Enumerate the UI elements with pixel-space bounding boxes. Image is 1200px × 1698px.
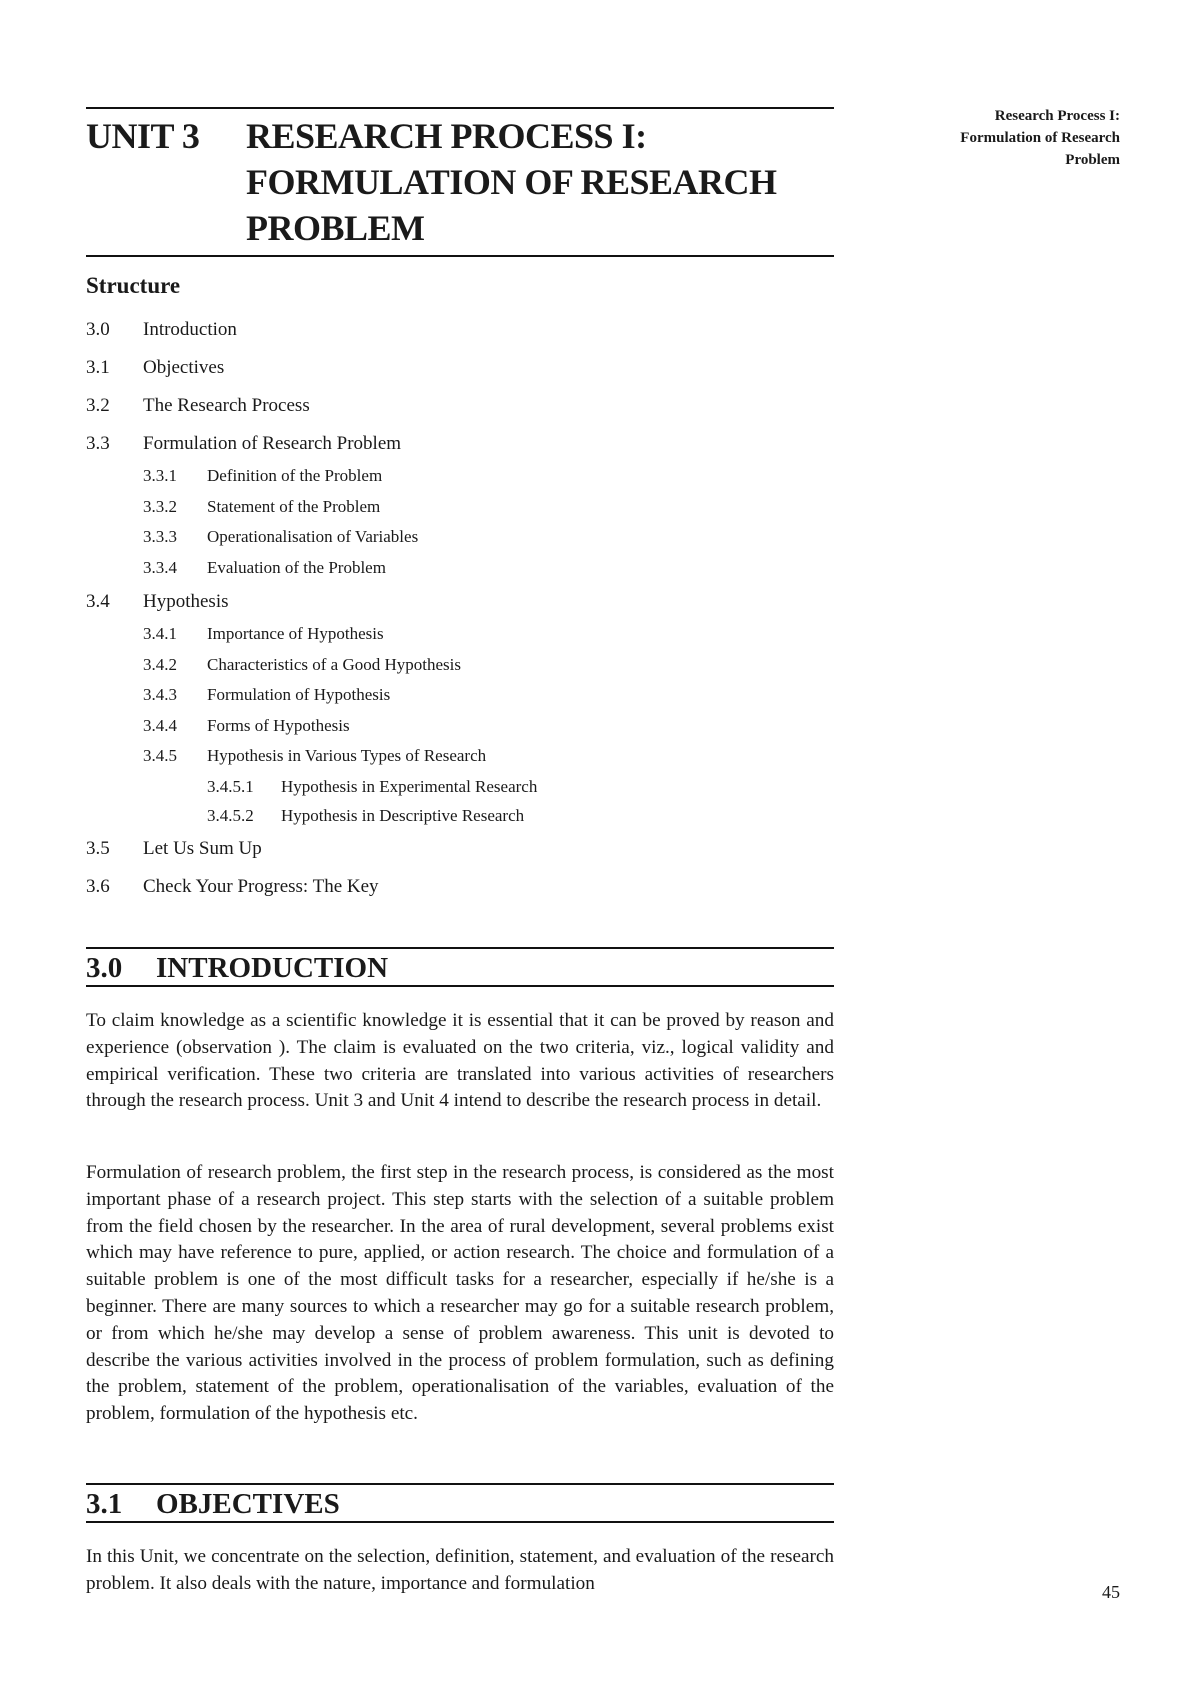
toc-item (86, 355, 834, 393)
section-heading-objectives (86, 1483, 834, 1523)
toc-item-number: 3.4.3 (143, 685, 177, 704)
toc-item-label: Formulation of Hypothesis (207, 685, 391, 704)
unit-title-line-1: RESEARCH PROCESS I: (246, 116, 647, 156)
section-number: 3.1 (86, 1488, 123, 1520)
unit-title-line-3: PROBLEM (246, 208, 425, 248)
running-header-line-1: Research Process I: (994, 108, 1120, 124)
toc-item (86, 317, 834, 355)
toc-subsubitem (86, 803, 834, 832)
toc-item-number: 3.0 (86, 319, 110, 340)
toc-subitem (86, 463, 834, 494)
toc-item-number: 3.4.4 (143, 715, 177, 735)
toc-subitem (86, 682, 834, 713)
section-number: 3.0 (86, 952, 123, 984)
toc-item-number: 3.4.2 (143, 654, 177, 674)
running-header-line-2: Formulation of Research (960, 130, 1120, 146)
toc-item-number: 3.4.5 (143, 746, 177, 765)
toc-subitem (86, 713, 834, 744)
section-title: INTRODUCTION (156, 952, 389, 984)
section-title: OBJECTIVES (156, 1488, 340, 1520)
toc-item-number: 3.3.3 (143, 527, 177, 546)
toc-item (86, 874, 834, 912)
toc-item-number: 3.1 (86, 357, 110, 378)
page-number: 45 (1102, 1582, 1120, 1602)
toc-item-label: Operationalisation of Variables (207, 527, 419, 546)
toc-subitem (86, 524, 834, 555)
toc-item-label: Definition of the Problem (207, 466, 383, 485)
toc-item-number: 3.2 (86, 395, 110, 416)
toc-item-label: Statement of the Problem (207, 496, 381, 516)
toc-item-label: Formulation of Research Problem (143, 433, 402, 454)
toc-item-label: The Research Process (143, 395, 310, 416)
toc-item-label: Hypothesis (143, 591, 229, 612)
toc-item-number: 3.3.4 (143, 557, 177, 577)
objectives-paragraph-1: In this Unit, we concentrate on the selection, definition, statement, and evaluation of the research problem. It also deals with the nature, importance and formulation (86, 1546, 834, 1594)
table-of-contents (86, 317, 834, 912)
unit-title-block (86, 107, 834, 257)
toc-subitem (86, 555, 834, 586)
toc-item-label: Hypothesis in Various Types of Research (207, 746, 487, 765)
toc-item-label: Objectives (143, 357, 225, 378)
toc-item (86, 393, 834, 431)
toc-item-label: Check Your Progress: The Key (143, 875, 379, 897)
structure-heading: Structure (86, 273, 181, 298)
toc-item-label: Importance of Hypothesis (207, 624, 384, 643)
toc-item-number: 3.4.1 (143, 624, 177, 643)
toc-item-label: Hypothesis in Experimental Research (281, 776, 538, 796)
unit-label: UNIT 3 (86, 116, 200, 156)
toc-item-number: 3.3.2 (143, 496, 177, 516)
introduction-paragraph-2: Formulation of research problem, the first step in the research process, is considered as the most important phase of a research project. This step starts with the selection of a suitable problem from the field chosen by the researcher. In the area of rural development, several problems exist which may have reference to pure, applied, or action research. The choice and formulation of a suitable problem is one of the most difficult tasks for a researcher, especially if he/she is a beginner. There are many sources to which a researcher may go for a suitable research problem, or from which he/she may develop a sense of problem awareness. This unit is devoted to describe the various activities involved in the process of problem formulation, such as defining the problem, statement of the problem, operationalisation of the variables, evaluation of the problem, formulation of the hypothesis etc. (86, 1162, 834, 1425)
toc-subitem (86, 494, 834, 525)
toc-subitem (86, 621, 834, 652)
toc-item-number: 3.5 (86, 837, 110, 859)
toc-item-label: Forms of Hypothesis (207, 715, 350, 735)
toc-subitem (86, 743, 834, 774)
toc-item-label: Hypothesis in Descriptive Research (281, 805, 525, 825)
unit-title-line-2: FORMULATION OF RESEARCH (246, 162, 777, 202)
toc-subsubitem (86, 774, 834, 803)
toc-item-label: Characteristics of a Good Hypothesis (207, 654, 461, 674)
toc-item-number: 3.6 (86, 875, 110, 897)
toc-item-number: 3.4.5.2 (207, 805, 254, 825)
running-header-line-3: Problem (1065, 152, 1120, 168)
toc-item-label: Introduction (143, 319, 237, 340)
toc-item-number: 3.4 (86, 591, 110, 612)
section-heading-introduction (86, 947, 834, 987)
toc-item-label: Evaluation of the Problem (207, 557, 386, 577)
introduction-paragraph-1: To claim knowledge as a scientific knowledge it is essential that it can be proved by reason and experience (observation ). The claim is evaluated on the two criteria, viz., logical validity and empirical verification. These two criteria are translated into various activities of researchers through the research process. Unit 3 and Unit 4 intend to describe the research process in detail. (86, 1010, 834, 1112)
toc-item-number: 3.3.1 (143, 466, 177, 485)
toc-item (86, 836, 834, 874)
toc-item-number: 3.3 (86, 433, 110, 454)
toc-subitem (86, 652, 834, 683)
toc-item-number: 3.4.5.1 (207, 776, 254, 796)
toc-item-label: Let Us Sum Up (143, 837, 262, 859)
running-header (880, 105, 1120, 171)
